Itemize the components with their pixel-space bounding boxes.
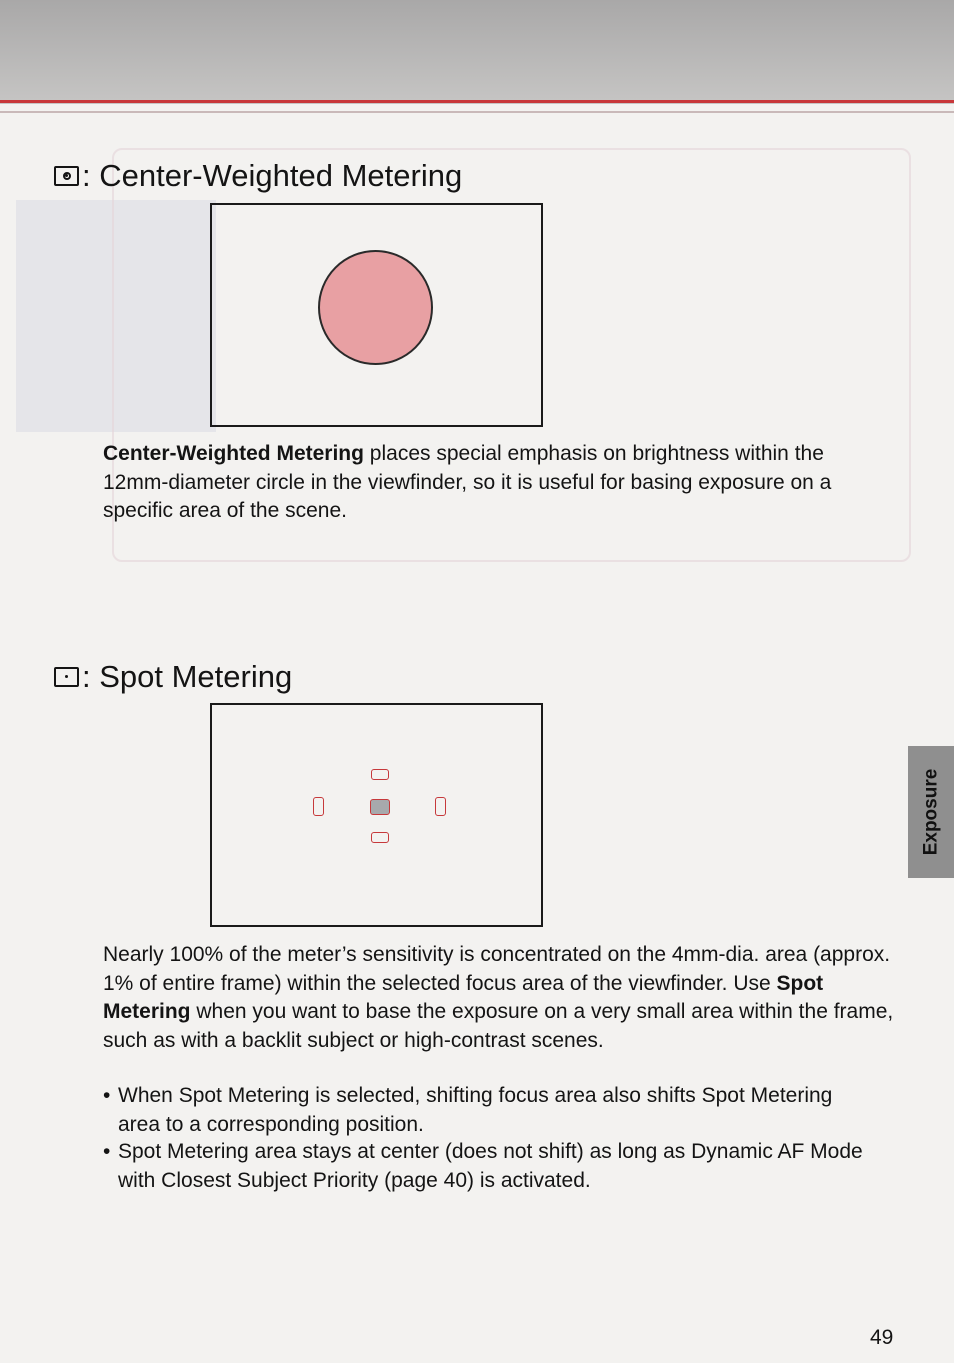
header-secondary-rule <box>0 111 954 113</box>
center-weighted-title: : Center-Weighted Metering <box>82 158 463 193</box>
spot-text-end: when you want to base the exposure on a very small area within the frame, such as with a backlit subject or high-contrast scenes. <box>103 1000 894 1052</box>
spot-metering-icon <box>54 667 79 687</box>
spot-bullet-1 <box>103 1082 863 1139</box>
spot-bullet-text: When Spot Metering is selected, shifting focus area also shifts Spot Metering area to a corresponding position. <box>118 1084 833 1136</box>
page-number: 49 <box>870 1326 894 1349</box>
center-weighted-term: Center-Weighted Metering <box>103 442 364 465</box>
focus-area-left <box>313 797 324 816</box>
spot-title: : Spot Metering <box>82 659 293 694</box>
center-weighted-text: places special emphasis on brightness within the 12mm-diameter circle in the viewfinder, so it is useful for basing exposure on a specific area of the scene. <box>103 442 832 522</box>
spot-bullet-text: Spot Metering area stays at center (does not shift) as long as Dynamic AF Mode with Closest Subject Priority (page 40) is activated. <box>118 1140 863 1192</box>
side-tab-label: Exposure <box>920 768 941 856</box>
bullet-mark: • <box>103 1084 111 1107</box>
bullet-mark: • <box>103 1140 111 1163</box>
focus-area-top <box>371 769 389 780</box>
spot-heading <box>54 661 292 692</box>
exposure-side-tab <box>908 746 954 878</box>
center-weighted-circle <box>318 250 433 365</box>
center-weighted-heading <box>54 160 462 191</box>
spot-term: Spot Metering <box>103 971 824 1023</box>
spot-bullet-2 <box>103 1138 903 1195</box>
spot-viewfinder-frame <box>210 703 543 927</box>
center-weighted-description <box>103 440 893 526</box>
center-weighted-metering-icon <box>54 166 79 186</box>
spot-description <box>103 941 898 1055</box>
spot-text-start: Nearly 100% of the meter’s sensitivity is concentrated on the 4mm-dia. area (approx. 1% of entire frame) within the selected focus area of the viewfinder. Use <box>103 943 891 995</box>
header-band <box>0 0 954 104</box>
header-accent-rule <box>0 100 954 103</box>
focus-area-bottom <box>371 832 389 843</box>
focus-area-center-active <box>370 799 390 815</box>
focus-area-right <box>435 797 446 816</box>
